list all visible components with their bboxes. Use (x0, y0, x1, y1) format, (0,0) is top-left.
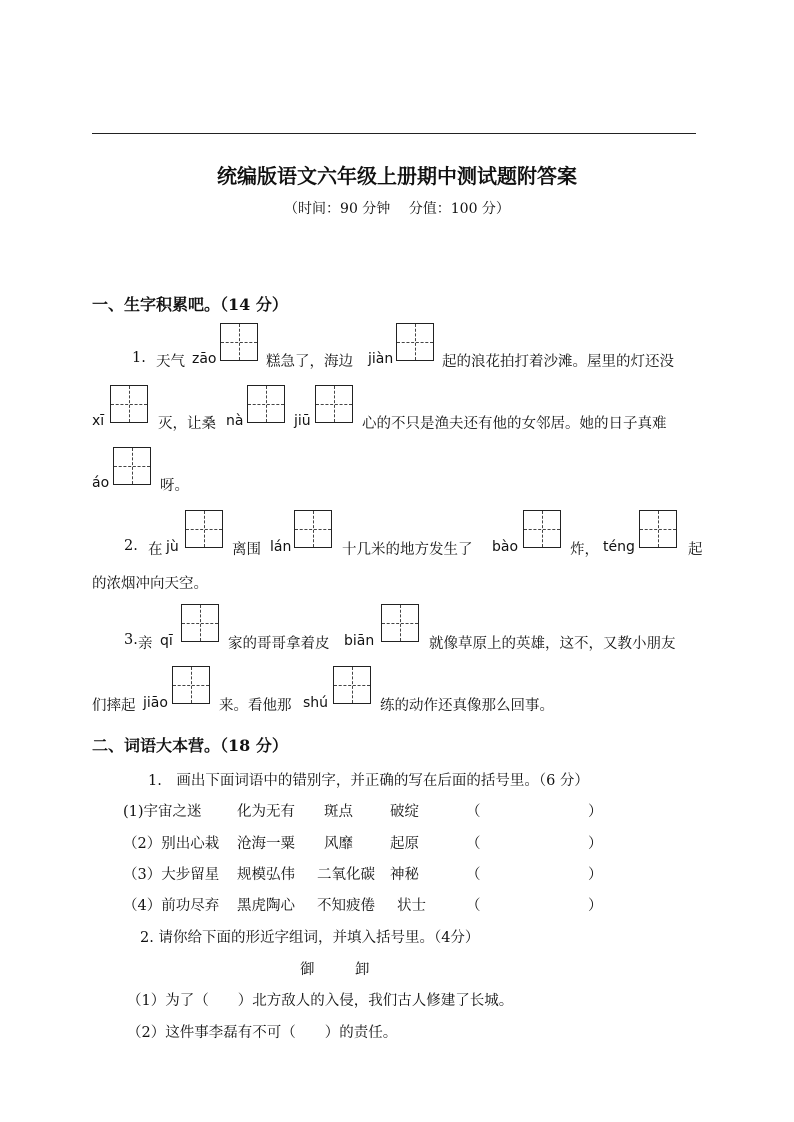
q2-text-2: 离围 (232, 542, 261, 558)
pinyin-teng: téng (603, 539, 635, 555)
answer-box[interactable] (110, 385, 148, 423)
similar-char-1: 御 (300, 962, 315, 978)
q1-text-5: 心的不只是渔夫还有他的女邻居。她的日子真难 (362, 416, 667, 432)
answer-box[interactable] (113, 447, 151, 485)
q1-text-4: 灭，让桑 (158, 416, 216, 432)
q2-text-4: 炸， (570, 542, 599, 558)
answer-paren-right: ） (588, 867, 603, 883)
s2-q2-prompt: 2. 请你给下面的形近字组词，并填入括号里。（4分） (140, 930, 480, 946)
pinyin-ao: áo (92, 475, 110, 491)
pinyin-ju: jù (166, 539, 179, 555)
q3-text-2: 家的哥哥拿着皮 (228, 636, 330, 652)
q3-text-3: 就像草原上的英雄，这不，又教小朋友 (429, 636, 676, 652)
q3-text-6: 练的动作还真像那么回事。 (380, 698, 554, 714)
pinyin-jiu: jiū (294, 413, 311, 429)
q2-text-6: 的浓烟冲向天空。 (92, 576, 208, 592)
q1-text-6: 呀。 (160, 478, 189, 494)
q2-text-1: 在 (148, 542, 163, 558)
word: 二氧化碳 (317, 867, 375, 883)
answer-box[interactable] (639, 510, 677, 548)
exam-time-score: （时间：90 分钟 分值：100 分） (284, 201, 510, 217)
word: 状士 (397, 898, 426, 914)
answer-box[interactable] (185, 510, 223, 548)
row-label: (1)宇宙之迷 (123, 804, 202, 820)
word: 破绽 (390, 804, 419, 820)
answer-box[interactable] (247, 385, 285, 423)
pinyin-xi: xī (92, 413, 105, 429)
q2-text-5: 起 (688, 542, 703, 558)
pinyin-jian: jiàn (368, 351, 394, 367)
pinyin-bao: bào (492, 539, 519, 555)
answer-paren-left[interactable]: （ (466, 898, 481, 914)
section-2-heading: 二、词语大本营。（18 分） (92, 736, 288, 755)
row-label: （3）大步留星 (123, 867, 220, 883)
pinyin-lan: lán (270, 539, 292, 555)
answer-paren-right: ） (588, 836, 603, 852)
q3-number: 3. (124, 632, 138, 648)
answer-box[interactable] (333, 666, 371, 704)
q3-text-1: 亲 (138, 636, 153, 652)
pinyin-jiao: jiāo (143, 695, 168, 711)
row-label: （4）前功尽弃 (123, 898, 220, 914)
word: 斑点 (324, 804, 353, 820)
word: 化为无有 (237, 804, 295, 820)
word: 神秘 (390, 867, 419, 883)
word: 起原 (390, 836, 419, 852)
q1-text-1: 天气 (156, 354, 185, 370)
q3-text-4: 们摔起 (92, 698, 136, 714)
answer-box[interactable] (220, 323, 258, 361)
pinyin-bian: biān (344, 633, 375, 649)
answer-paren-left[interactable]: （ (466, 836, 481, 852)
pinyin-na: nà (226, 413, 244, 429)
fill-sentence-2[interactable]: （2）这件事李磊有不可（ ）的责任。 (127, 1025, 398, 1041)
answer-box[interactable] (172, 666, 210, 704)
word: 不知疲倦 (317, 898, 375, 914)
answer-paren-left[interactable]: （ (466, 867, 481, 883)
answer-box[interactable] (181, 604, 219, 642)
answer-paren-right: ） (588, 898, 603, 914)
word: 沧海一粟 (237, 836, 295, 852)
answer-box[interactable] (294, 510, 332, 548)
page-title: 统编版语文六年级上册期中测试题附答案 (217, 164, 577, 188)
answer-paren-left[interactable]: （ (466, 804, 481, 820)
answer-box[interactable] (381, 604, 419, 642)
answer-box[interactable] (523, 510, 561, 548)
answer-box[interactable] (315, 385, 353, 423)
s2-q1-prompt: 1. 画出下面词语中的错别字，并正确的写在后面的括号里。（6 分） (148, 773, 589, 789)
section-1-heading: 一、生字积累吧。（14 分） (92, 295, 288, 314)
row-label: （2）别出心栽 (123, 836, 220, 852)
pinyin-shu: shú (303, 695, 329, 711)
q1-text-2: 糕急了，海边 (266, 354, 353, 370)
fill-sentence-1[interactable]: （1）为了（ ）北方敌人的入侵，我们古人修建了长城。 (127, 993, 514, 1009)
pinyin-zao: zāo (192, 351, 217, 367)
word: 黑虎陶心 (237, 898, 295, 914)
q2-text-3: 十几米的地方发生了 (342, 542, 473, 558)
q3-text-5: 来。看他那 (219, 698, 292, 714)
word: 规模弘伟 (237, 867, 295, 883)
answer-paren-right: ） (588, 804, 603, 820)
q1-number: 1. (132, 350, 146, 366)
word: 风靡 (324, 836, 353, 852)
header-rule (92, 133, 696, 134)
q1-text-3: 起的浪花拍打着沙滩。屋里的灯还没 (442, 354, 674, 370)
q2-number: 2. (124, 538, 138, 554)
pinyin-qi: qī (160, 633, 173, 649)
similar-char-2: 卸 (355, 962, 370, 978)
answer-box[interactable] (396, 323, 434, 361)
